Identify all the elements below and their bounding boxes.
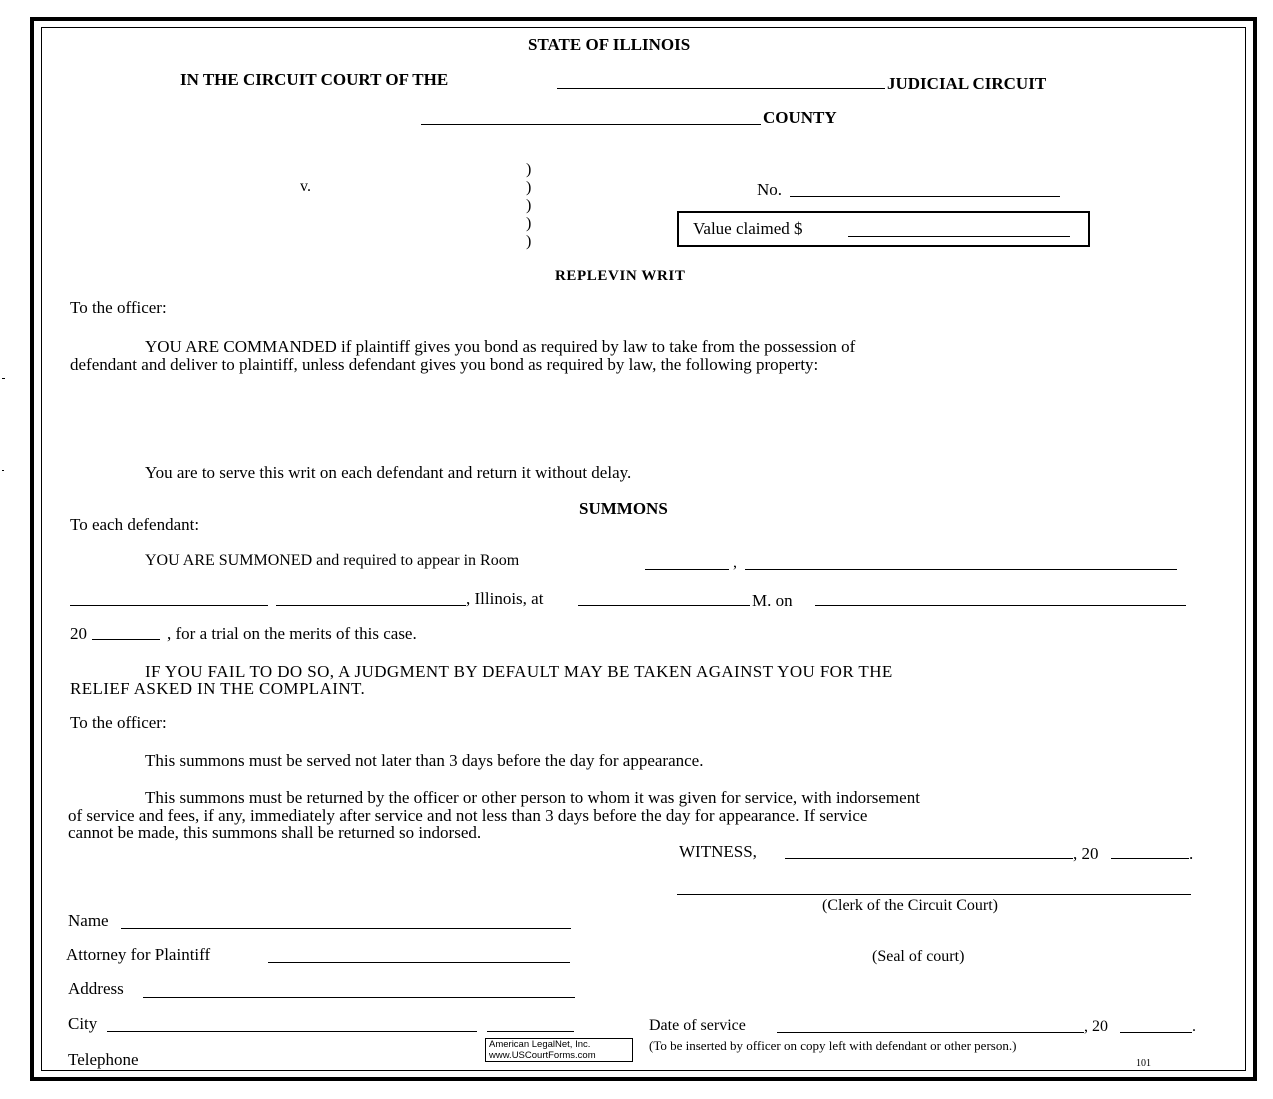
case-no-label: No.: [757, 180, 783, 199]
seal-of-court: (Seal of court): [872, 948, 965, 965]
illinois-at: , Illinois, at: [466, 589, 544, 608]
zip-line[interactable]: [487, 1031, 574, 1032]
telephone-label: Telephone: [68, 1050, 139, 1069]
judicial-circuit-label: JUDICIAL CIRCUIT: [887, 74, 1047, 93]
time-line[interactable]: [578, 605, 750, 606]
writ-to-officer: To the officer:: [70, 298, 167, 317]
room-comma: ,: [733, 554, 737, 571]
caption-paren: ): [526, 197, 532, 214]
writ-command-line2: defendant and deliver to plaintiff, unless defendant gives you bond as required by law, the following property:: [70, 355, 819, 374]
value-claimed-line[interactable]: [848, 236, 1070, 237]
city-label: City: [68, 1014, 98, 1033]
date-of-service-label: Date of service: [649, 1017, 746, 1034]
legalnet-badge: [485, 1038, 633, 1062]
circuit-number-line[interactable]: [557, 88, 885, 89]
trial-text: , for a trial on the merits of this case.: [167, 624, 417, 643]
value-claimed-label: Value claimed $: [693, 219, 803, 238]
writ-command-line1: YOU ARE COMMANDED if plaintiff gives you bond as required by law to take from the possession of: [145, 337, 856, 356]
witness-year-prefix: , 20: [1073, 844, 1099, 863]
return-line2: of service and fees, if any, immediately after service and not less than 3 days before the day for appearance. If service: [68, 806, 868, 825]
summons-title: SUMMONS: [579, 499, 668, 518]
clerk-caption: (Clerk of the Circuit Court): [822, 897, 998, 914]
clerk-signature-line[interactable]: [677, 894, 1191, 895]
summoned-text: YOU ARE SUMMONED and required to appear in Room: [145, 552, 520, 569]
name-line[interactable]: [121, 928, 571, 929]
year-line[interactable]: [92, 639, 160, 640]
badge-line1: American LegalNet, Inc.: [489, 1039, 591, 1050]
return-line1: This summons must be returned by the officer or other person to whom it was given for service, with indorsement: [145, 788, 920, 807]
service-year-line[interactable]: [1120, 1032, 1192, 1033]
name-label: Name: [68, 911, 109, 930]
appearance-date-line[interactable]: [815, 605, 1186, 606]
room-line[interactable]: [645, 569, 729, 570]
writ-serve-instruction: You are to serve this writ on each defendant and return it without delay.: [145, 463, 632, 482]
witness-name-line[interactable]: [785, 858, 1073, 859]
city-line[interactable]: [107, 1031, 477, 1032]
caption-paren: ): [526, 215, 532, 232]
default-warning-line2: RELIEF ASKED IN THE COMPLAINT.: [70, 679, 366, 698]
caption-paren: ): [526, 233, 532, 250]
witness-year-line[interactable]: [1111, 858, 1189, 859]
address-line[interactable]: [143, 997, 575, 998]
m-on: M. on: [752, 591, 793, 610]
year-prefix: 20: [70, 624, 87, 643]
county-label: COUNTY: [763, 108, 837, 127]
service-note: (To be inserted by officer on copy left with defendant or other person.): [649, 1038, 1017, 1053]
badge-line2: www.USCourtForms.com: [489, 1050, 596, 1061]
address-label: Address: [68, 979, 124, 998]
attorney-line[interactable]: [268, 962, 570, 963]
service-year-prefix: , 20: [1084, 1018, 1108, 1035]
state-heading: STATE OF ILLINOIS: [528, 35, 691, 54]
date-of-service-line[interactable]: [777, 1032, 1084, 1033]
scan-mark: [2, 470, 4, 471]
scan-mark: [2, 378, 5, 379]
witness-period: .: [1189, 844, 1194, 863]
county-name-line[interactable]: [421, 124, 761, 125]
court-prefix: IN THE CIRCUIT COURT OF THE: [180, 70, 449, 89]
service-period: .: [1192, 1018, 1196, 1035]
served-deadline: This summons must be served not later than 3 days before the day for appearance.: [145, 751, 704, 770]
summons-to-defendant: To each defendant:: [70, 515, 200, 534]
inner-border: [41, 27, 1246, 1071]
caption-paren: ): [526, 161, 532, 178]
city-line-b[interactable]: [276, 605, 466, 606]
witness-label: WITNESS,: [679, 842, 757, 861]
replevin-writ-title: REPLEVIN WRIT: [555, 268, 686, 284]
courthouse-address-line[interactable]: [745, 569, 1177, 570]
summons-to-officer: To the officer:: [70, 713, 167, 732]
case-no-line[interactable]: [790, 196, 1060, 197]
caption-paren: ): [526, 179, 532, 196]
default-warning-line1: IF YOU FAIL TO DO SO, A JUDGMENT BY DEFAULT MAY BE TAKEN AGAINST YOU FOR THE: [145, 662, 893, 681]
city-line-a[interactable]: [70, 605, 268, 606]
return-line3: cannot be made, this summons shall be returned so indorsed.: [68, 823, 482, 842]
form-number: 101: [1136, 1058, 1151, 1069]
attorney-label: Attorney for Plaintiff: [66, 945, 211, 964]
versus: v.: [300, 178, 311, 195]
